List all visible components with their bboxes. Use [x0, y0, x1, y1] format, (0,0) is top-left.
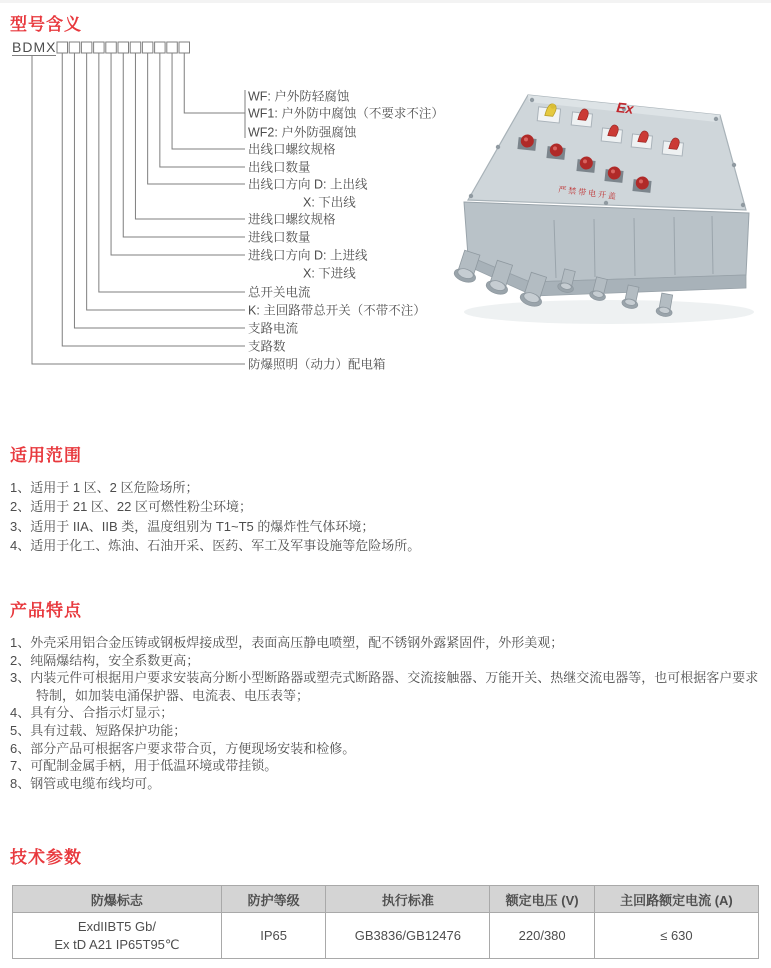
header-voltage: 额定电压 (V) — [490, 886, 594, 913]
feature-item: 8、钢管或电缆布线均可。 — [10, 775, 161, 791]
model-label-inlet-dir: 进线口方向 D: 上进线 — [248, 248, 368, 263]
ex-mark-line1: ExdIIBT5 Gb/ — [77, 918, 156, 934]
model-leader-lines — [32, 53, 245, 364]
model-label-product-name: 防爆照明（动力）配电箱 — [248, 357, 386, 372]
feature-item: 7、可配制金属手柄，用于低温环境或带挂锁。 — [10, 758, 278, 774]
model-code-diagram — [8, 36, 468, 378]
page-top-strip — [0, 0, 771, 3]
photo-shadow — [464, 300, 754, 324]
model-label-branch-count: 支路数 — [248, 339, 286, 354]
warning-marking-text: 严禁带电开盖 — [557, 185, 619, 202]
model-label-outlet-dir-x: X: 下出线 — [303, 195, 356, 210]
model-label-outlet-dir: 出线口方向 D: 上出线 — [248, 177, 368, 192]
feature-item: 2、纯隔爆结构，安全系数更高； — [10, 652, 200, 668]
feature-item: 3、内装元件可根据用户要求安装高分断小型断路器或塑壳式断路器、交流接触器、万能开关、热继交流电器等，也可根据客户要求特制，如加装电涌保护器、电流表、电压表等； — [10, 670, 759, 703]
model-label-wf2: WF2: 户外防强腐蚀 — [248, 125, 357, 140]
header-ex-mark: 防爆标志 — [13, 886, 222, 913]
table-row — [13, 913, 759, 959]
cell-current: ≤ 630 — [594, 913, 758, 959]
model-label-inlet-dir-x: X: 下进线 — [303, 266, 356, 281]
cell-ip: IP65 — [221, 913, 325, 959]
model-prefix-text: BDMX — [12, 39, 57, 55]
cell-standard: GB3836/GB12476 — [326, 913, 490, 959]
model-label-main-current: 总开关电流 — [248, 285, 311, 300]
model-label-branch-current: 支路电流 — [248, 321, 299, 336]
ex-mark-line2: Ex tD A21 IP65T95℃ — [54, 936, 180, 952]
features-list — [10, 634, 762, 792]
model-code-boxes — [57, 42, 190, 53]
model-label-wf1: WF1: 户外防中腐蚀（不要求不注） — [248, 106, 444, 121]
model-label-outlet-thread: 出线口螺纹规格 — [248, 142, 336, 157]
model-labels — [248, 89, 444, 372]
model-label-k-switch: K: 主回路带总开关（不带不注） — [248, 303, 426, 318]
section-title-features: 产品特点 — [10, 601, 82, 620]
technical-params-table — [12, 885, 759, 959]
model-prefix-group — [12, 39, 56, 56]
header-current: 主回路额定电流 (A) — [594, 886, 758, 913]
scope-item: 2、适用于 21 区、22 区可燃性粉尘环境； — [10, 499, 252, 515]
section-title-params: 技术参数 — [10, 848, 82, 867]
feature-item: 6、部分产品可根据客户要求带合页，方便现场安装和检修。 — [10, 740, 356, 756]
header-ip: 防护等级 — [221, 886, 325, 913]
cell-ex-mark — [13, 913, 222, 959]
scope-item: 1、适用于 1 区、2 区危险场所； — [10, 480, 199, 495]
model-label-inlet-count: 进线口数量 — [248, 230, 311, 245]
scope-item: 4、适用于化工、炼油、石油开采、医药、军工及军事设施等危险场所。 — [10, 538, 421, 554]
ex-mark-text: Ex — [615, 99, 635, 117]
feature-item: 5、具有过载、短路保护功能； — [10, 722, 187, 738]
feature-item: 1、外壳采用铝合金压铸或钢板焊接成型，表面高压静电喷塑，配不锈钢外露紧固件，外形美观； — [10, 635, 564, 650]
cell-voltage: 220/380 — [490, 913, 594, 959]
product-photo — [434, 70, 768, 332]
section-title-scope: 适用范围 — [10, 446, 82, 465]
model-label-outlet-count: 出线口数量 — [248, 160, 311, 175]
model-label-wf: WF: 户外防轻腐蚀 — [248, 89, 350, 104]
model-label-inlet-thread: 进线口螺纹规格 — [248, 212, 336, 227]
header-standard: 执行标准 — [326, 886, 490, 913]
section-title-model-meaning: 型号含义 — [10, 15, 82, 34]
scope-item: 3、适用于 IIA、IIB 类，温度组别为 T1~T5 的爆炸性气体环境； — [10, 518, 375, 534]
scope-list — [10, 478, 762, 556]
feature-item: 4、具有分、合指示灯显示； — [10, 705, 174, 721]
table-header-row — [13, 886, 759, 913]
